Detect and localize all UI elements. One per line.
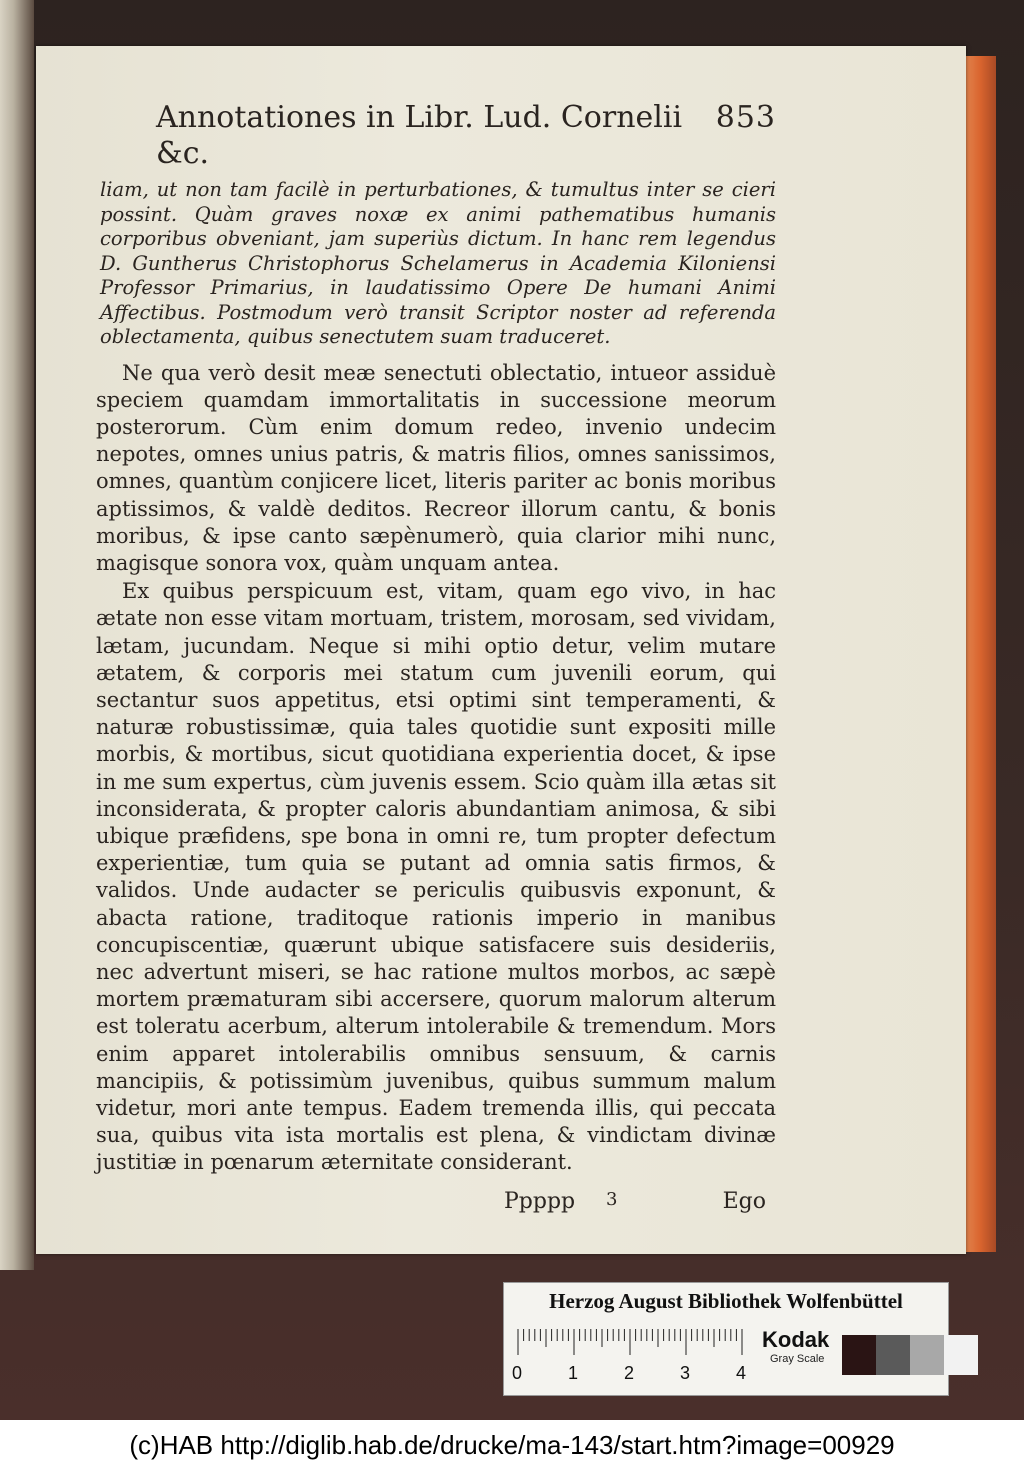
- signature-mark: Ppppp: [504, 1188, 576, 1214]
- paragraph-2: Ex quibus perspicuum est, vitam, quam ego vivo, in hac ætate non esse vitam mortuam, tristem, morosam, sed vividam, lætam, jucundam. Neque si mihi optio detur, velim mutare ætatem, & corporis mei statum cum juvenili eorum, qui sectantur suos appetitus, etsi optimi sint temperamenti, & naturæ robustissimæ, quia tales quotidie sunt expositi mille morbis, & mortibus, sicut quotidiana experientia docet, & ipse in me sum expertus, cùm juvenis essem. Scio quàm illa ætas sit inconsiderata, & propter caloris abundantiam animosa, & sibi ubique præfidens, spe bona in omni re, tum propter defectum experientiæ, tum quia se putant ad omnia satis firmos, & validos. Unde audacter se periculis quibusvis exponunt, & abacta ratione, traditoque rationis imperio in manibus concupiscentiæ, quærunt ubique satisfacere suis desideriis, nec advertunt miseri, se hac ratione multos morbos, ac sæpè mortem præmaturam sibi accersere, quorum malorum alterum est toleratu acerbum, alterum intolerabile & tremendum. Mors enim apparet intolerabilis omnibus sensuum, & carnis mancipiis, & potissimùm juvenibus, quibus summum malum videtur, mori ante tempus. Eadem tremenda illis, qui peccata sua, quibus vita ista mortalis est plena, & vindictam divinæ justitiæ in pœnarum æternitate considerant.: [96, 579, 776, 1175]
- page-text: [96, 100, 776, 1221]
- ruler-label-3: 3: [680, 1363, 691, 1383]
- gray-patch-2: [876, 1335, 910, 1375]
- ruler-numbers: [512, 1363, 752, 1385]
- catchword: Ego: [722, 1188, 766, 1214]
- ruler-label-1: 1: [568, 1363, 579, 1383]
- gray-scale-label: Gray Scale: [770, 1353, 825, 1365]
- page-footer: [96, 1185, 776, 1221]
- running-header: [156, 100, 776, 172]
- ruler-scale: [516, 1329, 744, 1355]
- ruler-label-0: 0: [512, 1363, 523, 1383]
- page-number: 853: [715, 100, 776, 135]
- paragraph-1: Ne qua verò desit meæ senectuti oblectatio, intueor assiduè speciem quamdam immortalitatis in successione meorum posterorum. Cùm enim domum redeo, invenio undecim nepotes, omnes unius patris, & matris filios, omnes sanissimos, omnes, quantùm conjicere licet, literis pariter ac bonis moribus aptissimos, & valdè deditos. Recreor illorum cantu, & bonis moribus, & ipse canto sæpènumerò, quia clarior mihi nunc, magisque sonora vox, quàm unquam antea.: [96, 360, 776, 575]
- library-name: Herzog August Bibliothek Wolfenbüttel: [549, 1289, 903, 1313]
- color-target-card: [503, 1282, 949, 1396]
- gray-patch-1: [842, 1335, 876, 1375]
- previous-page-edge: [0, 0, 34, 1270]
- commentary-note: liam, ut non tam facilè in perturbationes, & tumultus inter se cieri possint. Quàm graves noxæ ex animi pathematibus humanis corporibus obveniant, jam superiùs dictum. In hanc rem legendus D. Guntherus Christophorus Schelamerus in Academia Kiloniensi Professor Primarius, in laudatissimo Opere De humani Animi Affectibus. Postmodum verò transit Scriptor noster ad referenda oblectamenta, quibus senectutem suam traduceret.: [100, 178, 776, 348]
- ruler-label-4: 4: [736, 1363, 747, 1383]
- header-title: Annotationes in Libr. Lud. Cornelii &c.: [156, 100, 683, 171]
- ruler-label-2: 2: [624, 1363, 635, 1383]
- gray-patch-3: [910, 1335, 944, 1375]
- signature-number: 3: [606, 1188, 618, 1210]
- gray-patches: [842, 1335, 978, 1375]
- gray-patch-4: [944, 1335, 978, 1375]
- source-url: (c)HAB http://diglib.hab.de/drucke/ma-143/start.htm?image=00929: [0, 1420, 1024, 1470]
- kodak-logo: Kodak: [762, 1327, 830, 1352]
